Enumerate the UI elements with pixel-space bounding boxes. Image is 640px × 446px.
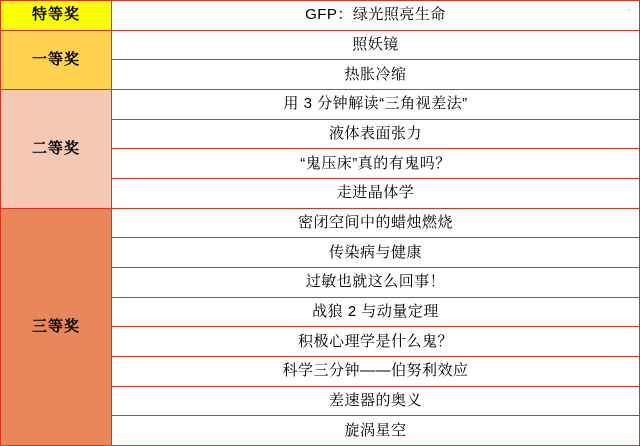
table-row: [1, 1, 640, 31]
award-label-third: 三等奖: [1, 208, 112, 445]
table-row: [1, 89, 640, 119]
entry-title: 战狼 2 与动量定理: [112, 297, 640, 327]
entry-title: 密闭空间中的蜡烛燃烧: [112, 208, 640, 238]
entry-title: 传染病与健康: [112, 238, 640, 268]
entry-title: 过敏也就这么回事！: [112, 267, 640, 297]
entry-title: 液体表面张力: [112, 119, 640, 149]
award-label-second: 二等奖: [1, 89, 112, 208]
entry-title: “鬼压床”真的有鬼吗？: [112, 149, 640, 179]
entry-title: 科学三分钟——伯努利效应: [112, 356, 640, 386]
entry-title: 走进晶体学: [112, 178, 640, 208]
table-row: [1, 30, 640, 60]
entry-title: 照妖镜: [112, 30, 640, 60]
award-label-special: 特等奖: [1, 1, 112, 31]
entry-title: 积极心理学是什么鬼？: [112, 327, 640, 357]
entry-title: GFP：绿光照亮生命 、: [112, 1, 640, 31]
award-label-first: 一等奖: [1, 30, 112, 89]
table-row: [1, 208, 640, 238]
entry-title: 热胀冷缩: [112, 60, 640, 90]
entry-title: 用 3 分钟解读“三角视差法”: [112, 89, 640, 119]
entry-title: 旋涡星空: [112, 416, 640, 446]
entry-title: 差速器的奥义: [112, 386, 640, 416]
